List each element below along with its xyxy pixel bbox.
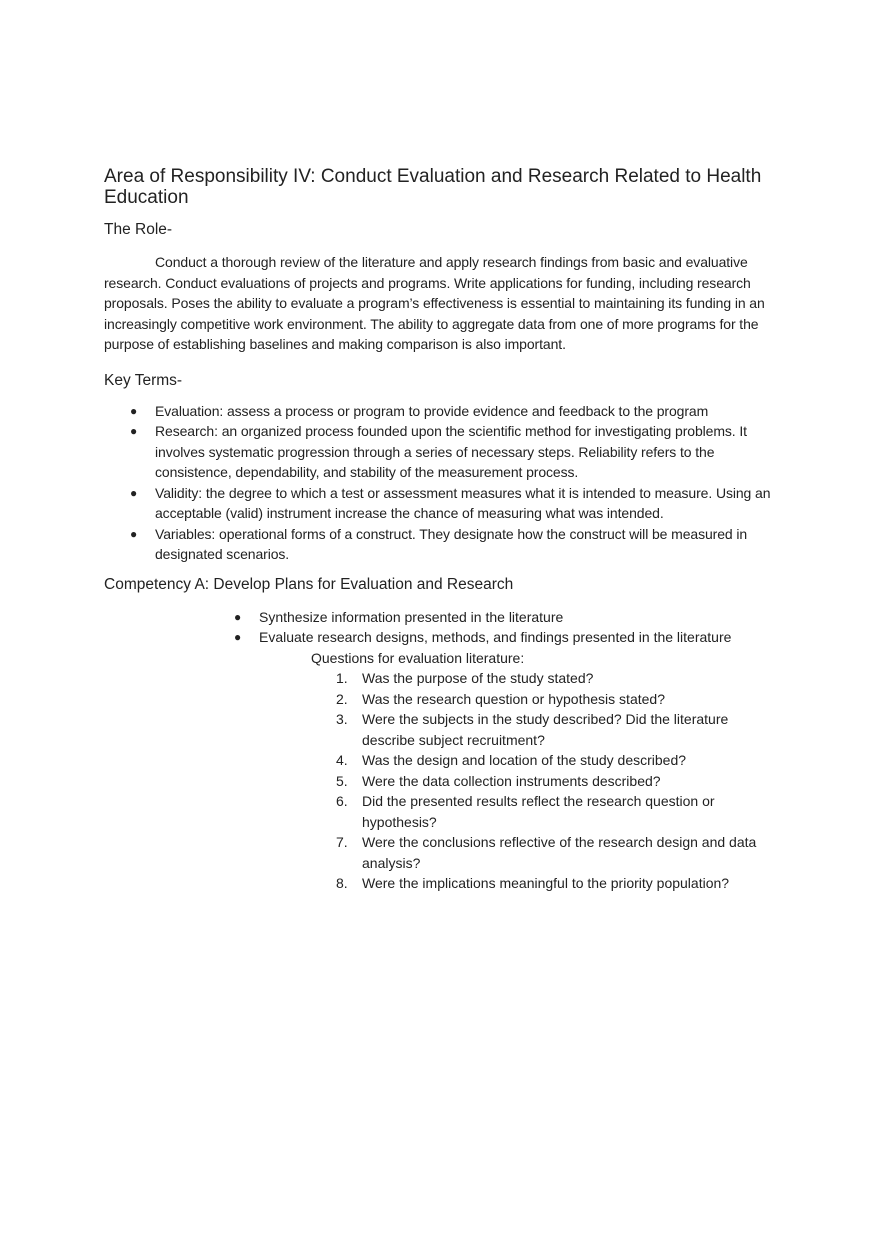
question-number: 7. xyxy=(336,834,348,850)
question-text: Did the presented results reflect the research question or hypothesis? xyxy=(362,793,715,830)
question-number: 6. xyxy=(336,793,348,809)
question-item xyxy=(104,873,776,894)
competency-list xyxy=(104,607,776,648)
question-item xyxy=(104,709,776,750)
bullet-icon: ● xyxy=(130,403,138,418)
question-text: Were the conclusions reflective of the research design and data analysis? xyxy=(362,834,757,871)
question-number: 4. xyxy=(336,752,348,768)
competency-heading: Competency A: Develop Plans for Evaluation and Research xyxy=(104,575,514,593)
role-paragraph: Conduct a thorough review of the literature and apply research findings from basic and evaluative research. Conduct evaluations of projects and programs. Write applications for funding, including research proposals. Poses the ability to evaluate a program’s effectiveness is essential to maintaining its funding in an increasingly competitive work environment. The ability to aggregate data from one of more programs for the purpose of establishing baselines and making comparison is also important. xyxy=(104,254,765,352)
question-item xyxy=(104,832,776,873)
question-number: 3. xyxy=(336,711,348,727)
question-item xyxy=(104,668,776,689)
question-number: 2. xyxy=(336,690,348,707)
question-text: Were the data collection instruments described? xyxy=(362,772,661,789)
question-text: Were the subjects in the study described? Did the literature describe subject recruitment? xyxy=(362,711,729,748)
question-text: Were the implications meaningful to the priority population? xyxy=(362,875,730,891)
question-number: 8. xyxy=(336,875,348,891)
question-item xyxy=(104,771,776,792)
document-title: Area of Responsibility IV: Conduct Evaluation and Research Related to Health Education xyxy=(104,166,762,208)
bullet-icon: ● xyxy=(130,424,138,438)
competency-text: Evaluate research designs, methods, and findings presented in the literature xyxy=(259,629,732,645)
question-text: Was the design and location of the study described? xyxy=(362,752,687,768)
key-term-item xyxy=(104,421,776,483)
competency-item xyxy=(104,627,776,648)
bullet-icon: ● xyxy=(130,526,138,541)
question-text: Was the purpose of the study stated? xyxy=(362,670,594,686)
key-term-text: Research: an organized process founded upon the scientific method for investigating problems. It involves systematic progression through a series of necessary steps. Reliability refers to the consistence, dependability, and stability of the measurement process. xyxy=(155,423,747,480)
bullet-icon: ● xyxy=(234,630,242,644)
question-number: 5. xyxy=(336,772,348,789)
question-item xyxy=(104,791,776,832)
questions-list xyxy=(104,668,776,894)
bullet-icon: ● xyxy=(234,609,242,624)
question-number: 1. xyxy=(336,670,348,686)
competency-text: Synthesize information presented in the literature xyxy=(259,608,564,625)
question-item xyxy=(104,689,776,710)
key-term-item xyxy=(104,524,776,565)
key-term-text: Validity: the degree to which a test or assessment measures what it is intended to measure. Using an acceptable (valid) instrument increase the chance of measuring what was intended. xyxy=(155,484,771,521)
key-term-text: Evaluation: assess a process or program to provide evidence and feedback to the program xyxy=(155,402,709,419)
question-text: Was the research question or hypothesis stated? xyxy=(362,690,665,707)
key-terms-heading: Key Terms- xyxy=(104,371,183,389)
key-terms-list xyxy=(104,401,776,565)
key-term-item xyxy=(104,401,776,422)
questions-intro: Questions for evaluation literature: xyxy=(311,649,525,666)
key-term-item xyxy=(104,483,776,524)
bullet-icon: ● xyxy=(130,485,138,500)
role-heading: The Role- xyxy=(104,221,173,238)
key-term-text: Variables: operational forms of a construct. They designate how the construct will be measured in designated scenarios. xyxy=(155,525,748,562)
competency-item xyxy=(104,607,776,628)
question-item xyxy=(104,750,776,771)
